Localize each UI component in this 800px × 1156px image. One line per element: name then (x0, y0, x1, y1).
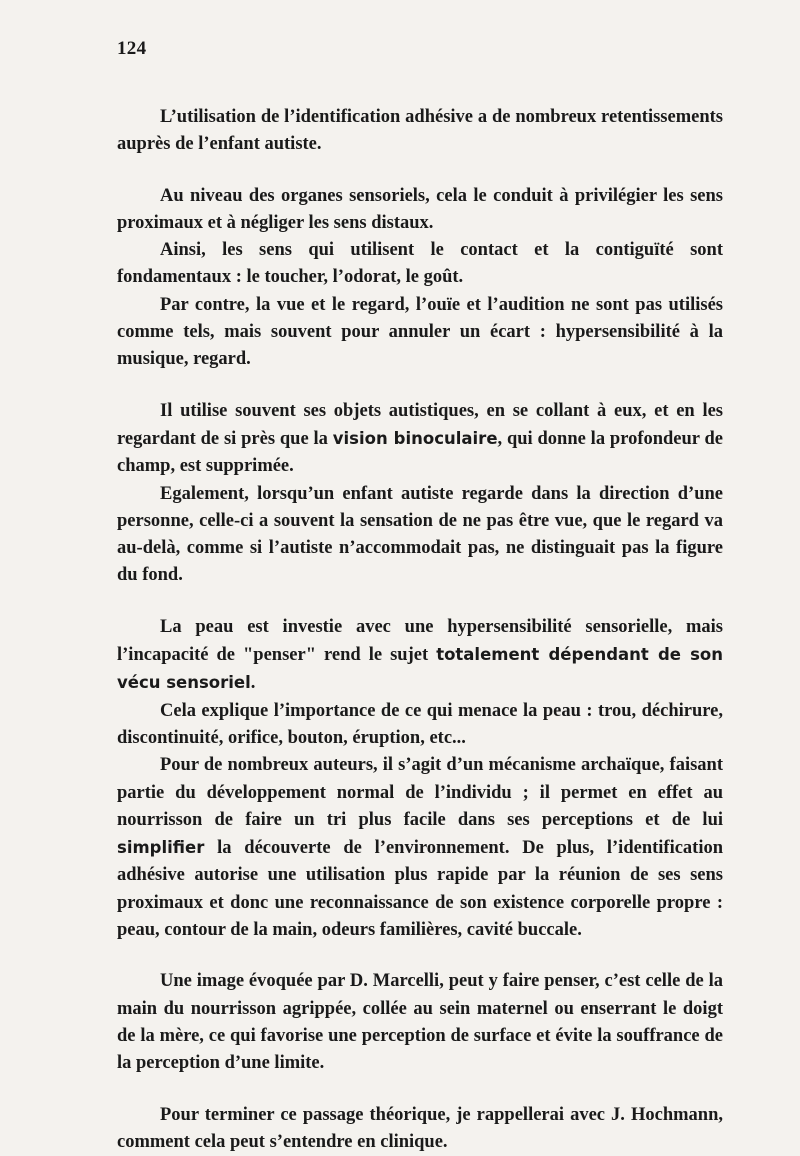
page-number: 124 (117, 38, 146, 60)
paragraph-text: , qui donne la profondeur de champ, est supprimée. (117, 429, 723, 476)
paragraph (117, 398, 723, 481)
paragraph-text: Pour terminer ce passage théorique, je rappellerai avec J. Hochmann, comment cela peut s’entendre en clinique. (117, 1105, 723, 1152)
body-text (117, 104, 723, 1156)
paragraph (117, 968, 723, 1077)
paragraph (117, 752, 723, 944)
paragraph (117, 1102, 723, 1156)
paragraph-text: Au niveau des organes sensoriels, cela le conduit à privilégier les sens proximaux et à négliger les sens distaux. (117, 186, 723, 233)
paragraph-text: Cela explique l’importance de ce qui menace la peau : trou, déchirure, discontinuité, orifice, bouton, éruption, etc... (117, 701, 723, 748)
emphasis-text: totalement dépendant de son vécu sensoriel (117, 645, 723, 692)
paragraph (117, 183, 723, 238)
paragraph (117, 481, 723, 590)
paragraph-text: la découverte de l’environnement. De plus, l’identification adhésive autorise une utilisation plus rapide par la réunion de ses sens proximaux et donc une reconnaissance de son existence corporelle propre : peau, contour de la main, odeurs familières, cavité buccale. (117, 838, 723, 940)
paragraph-text: Egalement, lorsqu’un enfant autiste regarde dans la direction d’une personne, celle-ci a souvent la sensation de ne pas être vue, que le regard va au-delà, comme si l’autiste n’accommodait pas, ne distinguait pas la figure du fond. (117, 484, 723, 586)
paragraph-text: La peau est investie avec une hypersensibilité sensorielle, mais l’incapacité de "penser" rend le sujet (117, 617, 723, 665)
paragraph-text: Une image évoquée par D. Marcelli, peut y faire penser, c’est celle de la main du nourrisson agrippée, collée au sein maternel ou enserrant le doigt de la mère, ce qui favorise une perception de surface et évite la souffrance de la perception d’une limite. (117, 971, 723, 1073)
paragraph (117, 698, 723, 753)
paragraph-text: Ainsi, les sens qui utilisent le contact et la contiguïté sont fondamentaux : le toucher, l’odorat, le goût. (117, 240, 723, 287)
paragraph-text: Par contre, la vue et le regard, l’ouïe et l’audition ne sont pas utilisés comme tels, mais souvent pour annuler un écart : hypersensibilité à la musique, regard. (117, 295, 723, 370)
paragraph (117, 104, 723, 159)
paragraph (117, 237, 723, 292)
paragraph (117, 614, 723, 698)
emphasis-text: simplifier (117, 838, 204, 857)
paragraph (117, 292, 723, 374)
emphasis-text: vision binoculaire (333, 429, 498, 448)
paragraph-text: L’utilisation de l’identification adhésive a de nombreux retentissements auprès de l’enfant autiste. (117, 107, 723, 154)
paragraph-text: Pour de nombreux auteurs, il s’agit d’un mécanisme archaïque, faisant partie du développement normal de l’individu ; il permet en effet au nourrisson de faire un tri plus facile dans ses perceptions et de lui (117, 755, 723, 830)
paragraph-text: Il utilise souvent ses objets autistiques, en se collant à eux, et en les regardant de si près que la (117, 401, 723, 449)
paragraph-text: . (251, 673, 256, 693)
